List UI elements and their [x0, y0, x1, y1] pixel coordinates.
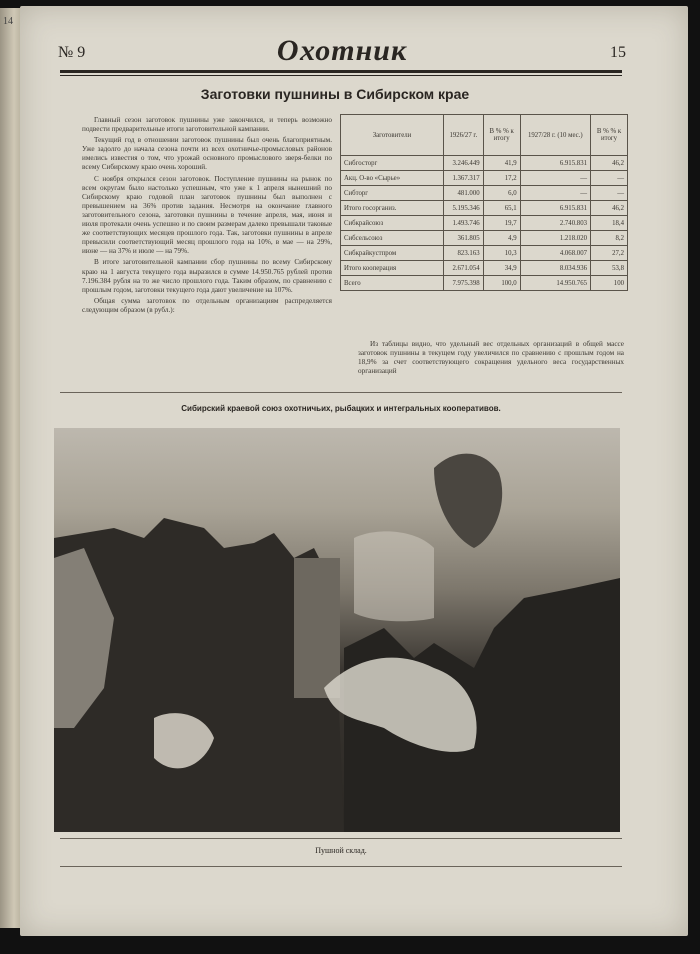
article-left-column [82, 116, 332, 317]
spine-page-number: 14 [3, 16, 13, 27]
table-cell-value: 65,1 [483, 201, 520, 216]
table-body [341, 156, 628, 291]
table-cell-value: 46,2 [591, 201, 628, 216]
table-row [341, 171, 628, 186]
table-cell-value: — [591, 186, 628, 201]
article-paragraph: Главный сезон заготовок пушнины уже закончился, и теперь возможно подвести предварительные итоги заготовительной кампании. [82, 116, 332, 134]
table-row [341, 276, 628, 291]
table-cell-value: 4,9 [483, 231, 520, 246]
book-spine [0, 8, 20, 928]
table-header-row [341, 115, 628, 156]
masthead-logo: Охотник [276, 34, 408, 67]
table-cell-name: Акц. О-во «Сырье» [341, 171, 444, 186]
table-cell-value: 6.915.831 [520, 156, 590, 171]
table-cell-name: Сибкрайкустпром [341, 246, 444, 261]
header-rule [60, 70, 622, 73]
table-cell-value: 8.034.936 [520, 261, 590, 276]
table-cell-name: Сибкрайсоюз [341, 216, 444, 231]
photo-heading: Сибирский краевой союз охотничьих, рыбацких и интегральных кооперативов. [181, 404, 501, 413]
fur-warehouse-photo [54, 428, 620, 832]
table-row [341, 246, 628, 261]
table-row [341, 216, 628, 231]
table-cell-value: 100 [591, 276, 628, 291]
table-cell-value: 19,7 [483, 216, 520, 231]
table-cell-name: Итого кооперация [341, 261, 444, 276]
table-cell-value: 46,2 [591, 156, 628, 171]
table-cell-value: 14.950.765 [520, 276, 590, 291]
table-cell-value: 8,2 [591, 231, 628, 246]
page-header [58, 34, 626, 68]
page-number: 15 [610, 44, 626, 61]
table-cell-name: Сибторг [341, 186, 444, 201]
table-cell-value: 2.740.803 [520, 216, 590, 231]
table-cell-value: 100,0 [483, 276, 520, 291]
table-cell-value: 1.493.746 [444, 216, 484, 231]
table-cell-value: 6,0 [483, 186, 520, 201]
footer-rule [60, 866, 622, 867]
table-cell-value: 6.915.831 [520, 201, 590, 216]
table-cell-value: 823.163 [444, 246, 484, 261]
table-cell-name: Всего [341, 276, 444, 291]
photo-caption: Пушной склад. [315, 846, 367, 855]
article-right-column [358, 340, 624, 378]
table-cell-name: Сибсельсоюз [341, 231, 444, 246]
table-cell-value: 481.000 [444, 186, 484, 201]
table-cell-value: 7.975.398 [444, 276, 484, 291]
table-header: В % % к итогу [591, 115, 628, 156]
photo-illustration [54, 428, 620, 832]
table-cell-value: — [520, 186, 590, 201]
procurement-table [340, 114, 628, 291]
table-header: Заготовители [341, 115, 444, 156]
article-paragraph: Из таблицы видно, что удельный вес отдельных организаций в общей массе заготовок пушнины в текущем году увеличился по сравнению с прошлым годом на 18,9% за счет соответствующего сокращения удельного веса государственных организаций [358, 340, 624, 376]
article-paragraph: Текущий год в отношении заготовок пушнины был очень благоприятным. Уже задолго до начала сезона почти из всех охотничье-промысловых районов имелись известия о том, что урожай основного промыслового зверя-белки по всему Сибирскому краю очень хороший. [82, 136, 332, 172]
table-row [341, 156, 628, 171]
photo-bottom-rule [60, 838, 622, 839]
table-row [341, 201, 628, 216]
table-cell-name: Итого госорганиз. [341, 201, 444, 216]
table-cell-name: Сибгосторг [341, 156, 444, 171]
table-cell-value: 41,9 [483, 156, 520, 171]
table-cell-value: 17,2 [483, 171, 520, 186]
table-cell-value: 5.195.346 [444, 201, 484, 216]
table-cell-value: — [591, 171, 628, 186]
table-header: В % % к итогу [483, 115, 520, 156]
table-cell-value: 34,9 [483, 261, 520, 276]
table-cell-value: 3.246.449 [444, 156, 484, 171]
table-cell-value: 1.367.317 [444, 171, 484, 186]
table-cell-value: 53,8 [591, 261, 628, 276]
table-row [341, 186, 628, 201]
article-title: Заготовки пушнины в Сибирском крае [200, 86, 470, 102]
table-cell-value: 2.671.054 [444, 261, 484, 276]
table-cell-value: 10,3 [483, 246, 520, 261]
table-cell-value: 4.068.007 [520, 246, 590, 261]
issue-number: № 9 [58, 44, 86, 61]
table-header: 1926/27 г. [444, 115, 484, 156]
table-cell-value: 361.805 [444, 231, 484, 246]
table-cell-value: — [520, 171, 590, 186]
article-paragraph: Общая сумма заготовок по отдельным организациям распределяется следующим образом (в рубл.): [82, 296, 332, 314]
table-cell-value: 18,4 [591, 216, 628, 231]
table-header: 1927/28 г. (10 мес.) [520, 115, 590, 156]
header-rule-thin [60, 75, 622, 76]
article-paragraph: С ноября открылся сезон заготовок. Поступление пушнины на рынок по всем округам было настолько успешным, что уже к 1 апреля нынешний по Сибирскому краю годовой план заготовок пушнины был выполнен с превышением на 36% против задания. Несмотря на окончание главного заготовительного сезона, заготовки пушнины в течение апреля, мая, июня и июля протекали очень успешно и по своим размерам далеко превышали таковые же соответствующих месяцев прошлого года. Так, заготовки пушнины в апреле превысили соответствующий месяц прошлого года на 10%, в мае — на 29%, июне — на 37% и июле — на 79%. [82, 174, 332, 256]
table-row [341, 261, 628, 276]
article-paragraph: В итоге заготовительной кампании сбор пушнины по всему Сибирскому краю на 1 августа текущего года выразился в сумме 14.950.765 рублей против 7.196.384 рубля на то же число прошлого года. Таким образом, по сравнению с прошлым годом, заготовки текущего года дают увеличение на 107%. [82, 258, 332, 294]
table-cell-value: 27,2 [591, 246, 628, 261]
table-cell-value: 1.218.020 [520, 231, 590, 246]
section-divider [60, 392, 622, 393]
table-row [341, 231, 628, 246]
